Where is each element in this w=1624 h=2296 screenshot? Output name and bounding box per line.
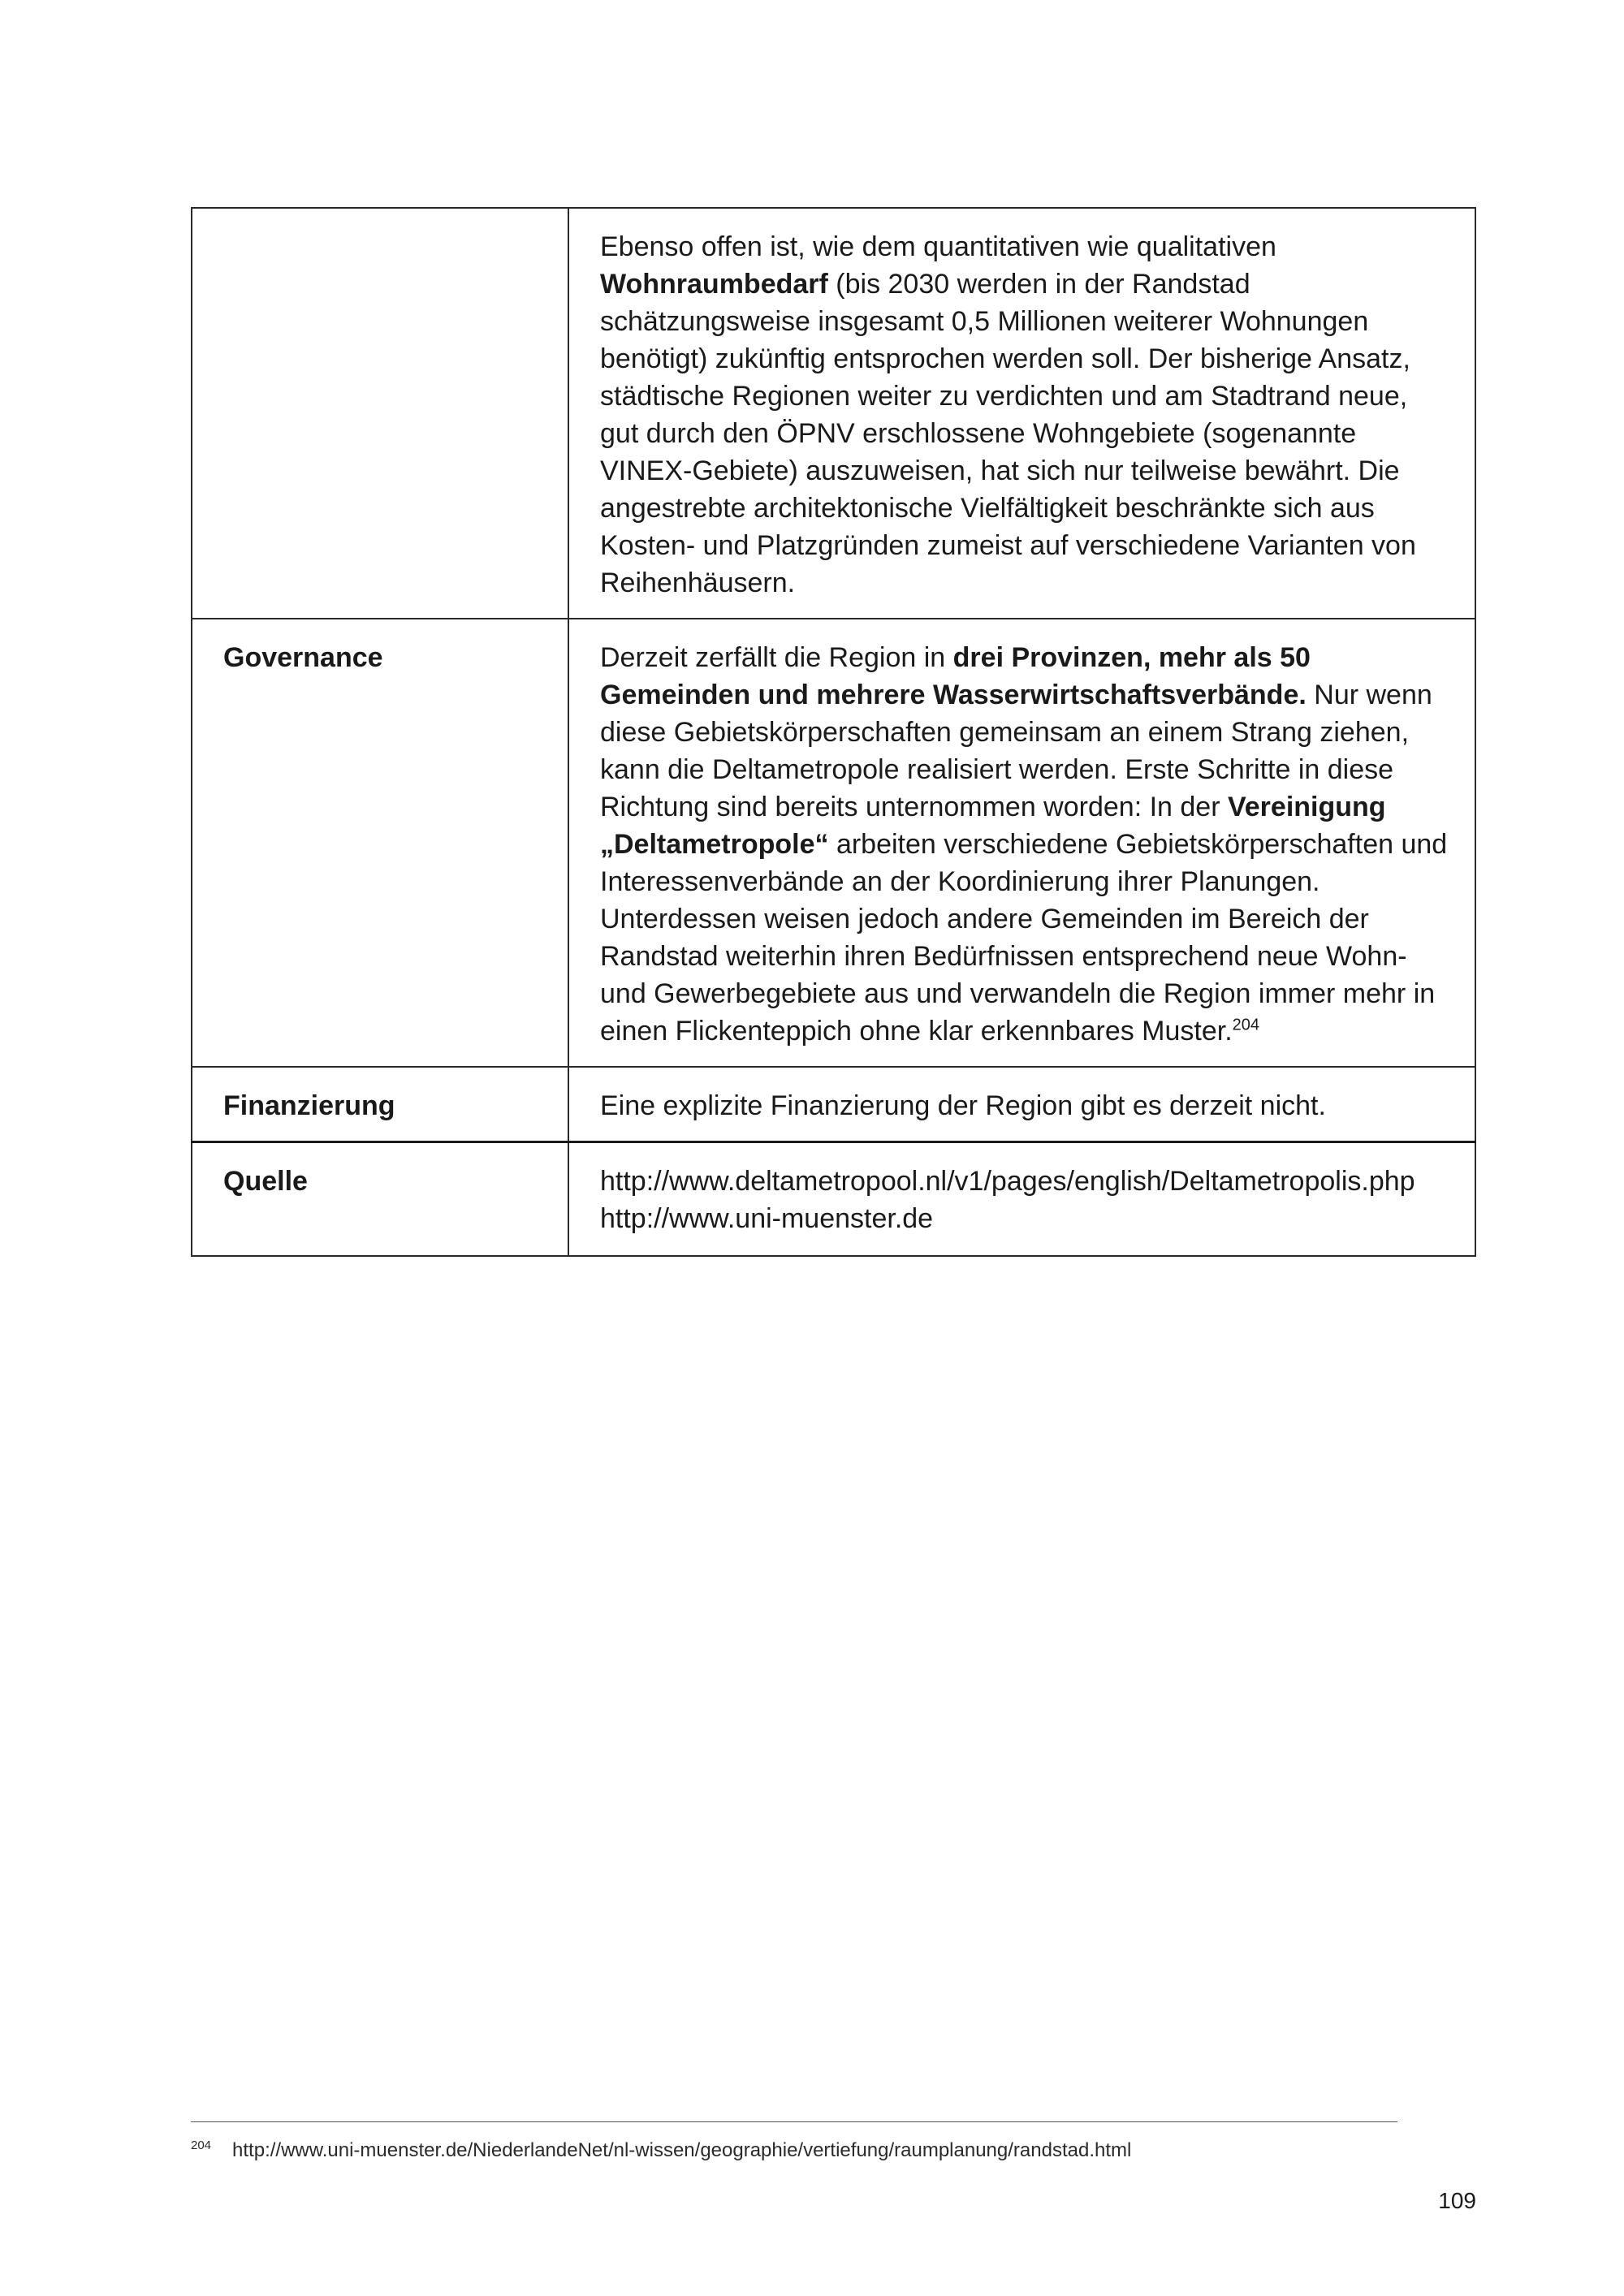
table-row-financing [192,1067,1475,1142]
profile-table [191,207,1476,1257]
footnote-url[interactable]: http://www.uni-muenster.de/NiederlandeNet/nl-wissen/geographie/vertiefung/raumplanung/randstad.html [232,2139,1132,2161]
row-label-empty [192,208,568,619]
housing-paragraph [600,228,1452,602]
financing-text-cell [568,1067,1475,1142]
source-url-deltametropool[interactable]: http://www.deltametropool.nl/v1/pages/english/Deltametropolis.php [600,1166,1415,1197]
governance-text-part-2: Nur wenn diese Gebietskörperschaften gemeinsam an einem Strang ziehen, kann die Deltametropole realisiert werden. Erste Schritte in diese Richtung sind bereits unternommen worden: In der [600,680,1432,822]
housing-bold-term: Wohnraumbedarf [600,269,828,300]
table-row-housing [192,208,1475,619]
table-row-governance [192,619,1475,1067]
housing-text-cell [568,208,1475,619]
row-label-governance: Governance [192,619,568,1067]
governance-text-cell [568,619,1475,1067]
row-label-source: Quelle [192,1142,568,1257]
row-label-financing: Finanzierung [192,1067,568,1142]
source-url-uni-muenster[interactable]: http://www.uni-muenster.de [600,1203,934,1234]
governance-text-part-1: Derzeit zerfällt die Region in [600,642,953,673]
footnote [191,2138,1131,2163]
housing-text-part-2: (bis 2030 werden in der Randstad schätzungsweise insgesamt 0,5 Millionen weiterer Wohnungen benötigt) zukünftig entsprochen werden soll. Der bisherige Ansatz, städtische Regionen weiter zu verdichten und am Stadtrand neue, gut durch den ÖPNV erschlossene Wohngebiete (sogenannte VINEX-Gebiete) auszuweisen, hat sich nur teilweise bewährt. Die angestrebte architektonische Vielfältigkeit beschränkte sich aus Kosten- und Platzgründen zumeist auf verschiedene Varianten von Reihenhäusern. [600,269,1416,598]
housing-text-part-1: Ebenso offen ist, wie dem quantitativen wie qualitativen [600,231,1276,262]
table-row-source [192,1142,1475,1257]
source-text-cell [568,1142,1475,1257]
governance-bold-regions: drei Provinzen, mehr als 50 Gemeinden und mehrere Wasserwirtschaftsverbände. [600,642,1311,710]
footnote-reference[interactable]: 204 [1232,1016,1260,1034]
governance-paragraph [600,639,1452,1050]
page-number: 109 [1438,2188,1476,2213]
footnote-divider [191,2121,1397,2122]
financing-paragraph: Eine explizite Finanzierung der Region gibt es derzeit nicht. [600,1090,1326,1121]
governance-text-part-3: arbeiten verschiedene Gebietskörperschaften und Interessenverbände an der Koordinierung ihrer Planungen. Unterdessen weisen jedoch andere Gemeinden im Bereich der Randstad weiterhin ihren Bedürfnissen entsprechend neue Wohn- und Gewerbegebiete aus und verwandeln die Region immer mehr in einen Flickenteppich ohne klar erkennbares Muster. [600,829,1448,1047]
governance-bold-association: Vereinigung „Deltametropole“ [600,792,1386,860]
footnote-number: 204 [191,2138,212,2152]
